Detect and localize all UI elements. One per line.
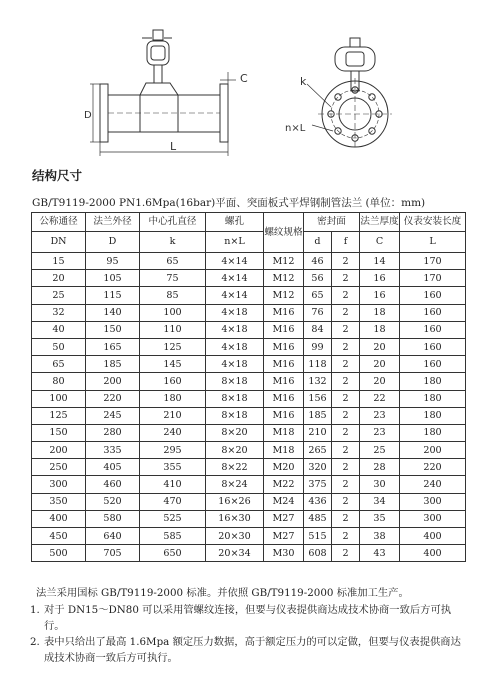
table-cell: 4×18	[206, 304, 264, 321]
table-cell: 4×18	[206, 338, 264, 355]
table-cell: 20	[32, 270, 86, 287]
table-cell: 160	[400, 287, 466, 304]
table-cell: M16	[264, 390, 304, 407]
table-cell: 4×18	[206, 356, 264, 373]
dim-label-c: C	[240, 72, 248, 85]
table-cell: 18	[360, 321, 400, 338]
table-cell: 515	[304, 528, 332, 545]
table-cell: 84	[304, 321, 332, 338]
table-cell: M12	[264, 253, 304, 270]
table-cell: 705	[86, 545, 140, 562]
table-cell: 180	[400, 390, 466, 407]
note-text: 对于 DN15～DN80 可以采用管螺纹连接，但要与仪表提供商达成技术协商一致后方可执行。	[44, 604, 452, 632]
notes-intro: 法兰采用国标 GB/T9119-2000 标准。并依照 GB/T9119-2000 标准加工生产。	[36, 587, 409, 599]
table-cell: 295	[140, 442, 206, 459]
col-header: 密封面	[304, 213, 360, 232]
table-cell: 240	[400, 476, 466, 493]
table-cell: 585	[140, 528, 206, 545]
table-cell: 43	[360, 545, 400, 562]
table-cell: 20	[360, 373, 400, 390]
table-cell: 8×20	[206, 424, 264, 441]
table-cell: 2	[332, 493, 360, 510]
table-cell: 85	[140, 287, 206, 304]
table-row	[32, 493, 466, 510]
table-cell: 8×18	[206, 407, 264, 424]
table-cell: 245	[86, 407, 140, 424]
table-cell: 15	[32, 253, 86, 270]
table-cell: 2	[332, 442, 360, 459]
note-item	[30, 602, 470, 634]
table-row	[32, 356, 466, 373]
table-cell: 8×18	[206, 390, 264, 407]
table-cell: 410	[140, 476, 206, 493]
table-row	[32, 338, 466, 355]
table-cell: 300	[400, 493, 466, 510]
table-cell: 25	[360, 442, 400, 459]
table-cell: 8×24	[206, 476, 264, 493]
table-row	[32, 528, 466, 545]
unit-cell: D	[86, 232, 140, 253]
table-cell: M16	[264, 338, 304, 355]
table-cell: 40	[32, 321, 86, 338]
table-cell: 118	[304, 356, 332, 373]
table-cell: 200	[400, 442, 466, 459]
table-cell: 14	[360, 253, 400, 270]
table-cell: 608	[304, 545, 332, 562]
table-row	[32, 545, 466, 562]
table-cell: 28	[360, 459, 400, 476]
front-view-drawing	[307, 38, 392, 150]
table-cell: M16	[264, 373, 304, 390]
table-cell: 240	[140, 424, 206, 441]
table-cell: 2	[332, 390, 360, 407]
table-cell: 210	[140, 407, 206, 424]
table-cell: 23	[360, 407, 400, 424]
table-cell: 8×20	[206, 442, 264, 459]
note-text: 表中只给出了最高 1.6Mpa 额定压力数据，高于额定压力的可以定做，但要与仪表提供商达成技术协商一致后方可执行。	[44, 636, 461, 664]
table-cell: 4×14	[206, 253, 264, 270]
table-cell: 2	[332, 459, 360, 476]
table-cell: 4×18	[206, 321, 264, 338]
table-cell: 2	[332, 338, 360, 355]
unit-cell: n×L	[206, 232, 264, 253]
table-cell: M16	[264, 407, 304, 424]
table-cell: 2	[332, 407, 360, 424]
table-cell: 400	[400, 528, 466, 545]
table-row	[32, 321, 466, 338]
table-row	[32, 287, 466, 304]
table-cell: 2	[332, 270, 360, 287]
table-cell: 22	[360, 390, 400, 407]
table-cell: 16	[360, 270, 400, 287]
table-cell: 220	[400, 459, 466, 476]
table-cell: M16	[264, 304, 304, 321]
table-cell: 105	[86, 270, 140, 287]
table-cell: 250	[32, 459, 86, 476]
table-cell: 180	[400, 407, 466, 424]
note-number: 2.	[30, 636, 40, 648]
table-cell: 160	[400, 321, 466, 338]
table-cell: M27	[264, 528, 304, 545]
table-header-row	[32, 213, 466, 232]
table-cell: 20×30	[206, 528, 264, 545]
table-cell: 25	[32, 287, 86, 304]
unit-cell: C	[360, 232, 400, 253]
table-cell: 280	[86, 424, 140, 441]
label-holes: n×L	[285, 123, 306, 134]
table-cell: 20	[360, 338, 400, 355]
unit-cell: L	[400, 232, 466, 253]
table-cell: 2	[332, 287, 360, 304]
table-cell: 2	[332, 545, 360, 562]
table-cell: 485	[304, 510, 332, 527]
table-cell: M20	[264, 459, 304, 476]
table-cell: 4×14	[206, 287, 264, 304]
table-cell: 76	[304, 304, 332, 321]
table-cell: 265	[304, 442, 332, 459]
table-cell: 160	[400, 338, 466, 355]
table-caption: GB/T9119-2000 PN1.6Mpa(16bar)平面、突面板式平焊钢制管法兰 (单位：mm)	[32, 197, 426, 209]
table-cell: 46	[304, 253, 332, 270]
table-cell: 2	[332, 528, 360, 545]
table-cell: 450	[32, 528, 86, 545]
table-cell: 20×34	[206, 545, 264, 562]
dim-label-d: D	[84, 110, 92, 121]
col-header: 螺孔	[206, 213, 264, 232]
table-cell: 160	[400, 356, 466, 373]
table-cell: 405	[86, 459, 140, 476]
col-header: 法兰厚度	[360, 213, 400, 232]
table-row	[32, 510, 466, 527]
table-cell: 300	[32, 476, 86, 493]
col-header: 公称通径	[32, 213, 86, 232]
table-cell: M12	[264, 270, 304, 287]
table-cell: 650	[140, 545, 206, 562]
table-row	[32, 476, 466, 493]
table-cell: 4×14	[206, 270, 264, 287]
table-cell: 23	[360, 424, 400, 441]
table-cell: 200	[32, 442, 86, 459]
table-cell: 400	[400, 545, 466, 562]
table-row	[32, 253, 466, 270]
table-cell: 140	[86, 304, 140, 321]
unit-cell: f	[332, 232, 360, 253]
flange-spec-table	[31, 212, 466, 562]
col-header: 中心孔直径	[140, 213, 206, 232]
table-cell: 32	[32, 304, 86, 321]
table-cell: 38	[360, 528, 400, 545]
table-row	[32, 390, 466, 407]
table-cell: 2	[332, 373, 360, 390]
table-cell: 65	[32, 356, 86, 373]
note-number: 1.	[30, 604, 40, 616]
table-row	[32, 424, 466, 441]
col-header: 仪表安装长度	[400, 213, 466, 232]
table-cell: 30	[360, 476, 400, 493]
table-cell: 2	[332, 304, 360, 321]
table-cell: 300	[400, 510, 466, 527]
col-header: 法兰外径	[86, 213, 140, 232]
section-title: 结构尺寸	[32, 168, 83, 183]
table-cell: 2	[332, 510, 360, 527]
table-cell: 470	[140, 493, 206, 510]
table-cell: 34	[360, 493, 400, 510]
table-cell: 460	[86, 476, 140, 493]
table-cell: 170	[400, 270, 466, 287]
unit-cell: k	[140, 232, 206, 253]
table-cell: 125	[140, 338, 206, 355]
table-cell: 18	[360, 304, 400, 321]
table-cell: 75	[140, 270, 206, 287]
table-row	[32, 304, 466, 321]
table-cell: 210	[304, 424, 332, 441]
table-cell: 8×22	[206, 459, 264, 476]
table-cell: 520	[86, 493, 140, 510]
dim-label-l: L	[170, 140, 177, 153]
table-cell: 375	[304, 476, 332, 493]
table-cell: 160	[140, 373, 206, 390]
table-cell: M18	[264, 424, 304, 441]
table-cell: M16	[264, 321, 304, 338]
label-k: k	[300, 75, 307, 88]
table-cell: 170	[400, 253, 466, 270]
flowmeter-drawings	[0, 0, 500, 160]
table-row	[32, 373, 466, 390]
table-cell: 80	[32, 373, 86, 390]
table-cell: 2	[332, 321, 360, 338]
table-cell: 99	[304, 338, 332, 355]
table-cell: 16×30	[206, 510, 264, 527]
table-cell: 65	[140, 253, 206, 270]
table-cell: 56	[304, 270, 332, 287]
table-cell: 185	[86, 356, 140, 373]
table-cell: M12	[264, 287, 304, 304]
table-cell: 160	[400, 304, 466, 321]
table-cell: 525	[140, 510, 206, 527]
notes-section	[30, 585, 470, 666]
table-cell: 2	[332, 424, 360, 441]
table-units-row	[32, 232, 466, 253]
table-cell: 125	[32, 407, 86, 424]
unit-cell: d	[304, 232, 332, 253]
table-cell: 335	[86, 442, 140, 459]
table-row	[32, 459, 466, 476]
table-cell: 640	[86, 528, 140, 545]
table-cell: M22	[264, 476, 304, 493]
table-cell: 180	[400, 373, 466, 390]
table-cell: M27	[264, 510, 304, 527]
table-cell: 580	[86, 510, 140, 527]
table-cell: 115	[86, 287, 140, 304]
table-cell: 2	[332, 356, 360, 373]
table-row	[32, 270, 466, 287]
table-cell: 100	[140, 304, 206, 321]
table-cell: 180	[140, 390, 206, 407]
table-body	[32, 253, 466, 562]
unit-cell: DN	[32, 232, 86, 253]
table-cell: 156	[304, 390, 332, 407]
note-item	[30, 634, 470, 666]
table-cell: 180	[400, 424, 466, 441]
table-cell: 150	[86, 321, 140, 338]
table-cell: 150	[32, 424, 86, 441]
table-cell: M16	[264, 356, 304, 373]
table-cell: 400	[32, 510, 86, 527]
table-cell: 350	[32, 493, 86, 510]
col-header: 螺纹规格	[264, 213, 304, 253]
table-row	[32, 407, 466, 424]
table-cell: 165	[86, 338, 140, 355]
table-cell: 185	[304, 407, 332, 424]
table-row	[32, 442, 466, 459]
table-cell: 145	[140, 356, 206, 373]
table-cell: 200	[86, 373, 140, 390]
table-cell: 16	[360, 287, 400, 304]
table-cell: 500	[32, 545, 86, 562]
table-cell: 355	[140, 459, 206, 476]
table-cell: 320	[304, 459, 332, 476]
table-cell: 16×26	[206, 493, 264, 510]
table-cell: M30	[264, 545, 304, 562]
table-cell: 50	[32, 338, 86, 355]
table-cell: 220	[86, 390, 140, 407]
side-view-drawing	[90, 30, 236, 156]
table-cell: 8×18	[206, 373, 264, 390]
table-cell: 2	[332, 476, 360, 493]
table-cell: 2	[332, 253, 360, 270]
table-cell: 110	[140, 321, 206, 338]
table-cell: 20	[360, 356, 400, 373]
table-cell: 100	[32, 390, 86, 407]
table-cell: 95	[86, 253, 140, 270]
table-cell: 132	[304, 373, 332, 390]
table-cell: 35	[360, 510, 400, 527]
table-cell: 436	[304, 493, 332, 510]
table-cell: M24	[264, 493, 304, 510]
table-cell: M18	[264, 442, 304, 459]
table-cell: 65	[304, 287, 332, 304]
